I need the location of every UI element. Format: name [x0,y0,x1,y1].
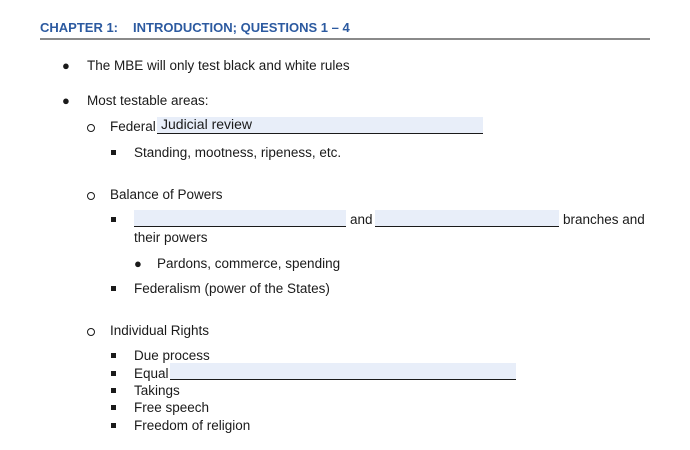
individual-rights-text: Individual Rights [110,323,210,338]
mbe-rule-text: The MBE will only test black and white rules [87,58,350,73]
due-process-text: Due process [134,348,210,363]
circle-bullet-icon [87,328,95,336]
pardons-text: Pardons, commerce, spending [157,256,341,271]
federalism-text: Federalism (power of the States) [134,281,330,296]
federal-blank-field[interactable] [157,117,483,134]
balance-of-powers-text: Balance of Powers [110,187,223,202]
square-bullet-icon [111,423,116,428]
square-bullet-icon [111,371,116,376]
and-text: and [350,212,373,227]
equal-label: Equal [134,366,169,381]
branch-blank-field-1[interactable] [134,210,346,227]
circle-bullet-icon [87,124,95,132]
chapter-header [40,14,650,40]
standing-text: Standing, mootness, ripeness, etc. [134,145,342,160]
disc-bullet-icon: ● [62,58,70,73]
their-powers-text: their powers [134,230,208,245]
chapter-title: INTRODUCTION; QUESTIONS 1 – 4 [133,20,350,35]
chapter-number: CHAPTER 1: [40,20,119,35]
federal-label: Federal [110,119,156,134]
square-bullet-icon [111,405,116,410]
square-bullet-icon [111,286,116,291]
takings-text: Takings [134,383,180,398]
free-speech-text: Free speech [134,400,210,415]
branch-blank-field-2[interactable] [375,210,559,227]
square-bullet-icon [111,353,116,358]
disc-bullet-icon: ● [134,256,142,271]
disc-bullet-icon: ● [62,93,70,108]
circle-bullet-icon [87,192,95,200]
branches-and-text: branches and [563,212,645,227]
testable-areas-text: Most testable areas: [87,93,209,108]
federal-answer: Judicial review [161,116,253,132]
square-bullet-icon [111,388,116,393]
square-bullet-icon [111,217,116,222]
freedom-of-religion-text: Freedom of religion [134,418,251,433]
equal-blank-field[interactable] [170,363,516,380]
square-bullet-icon [111,150,116,155]
